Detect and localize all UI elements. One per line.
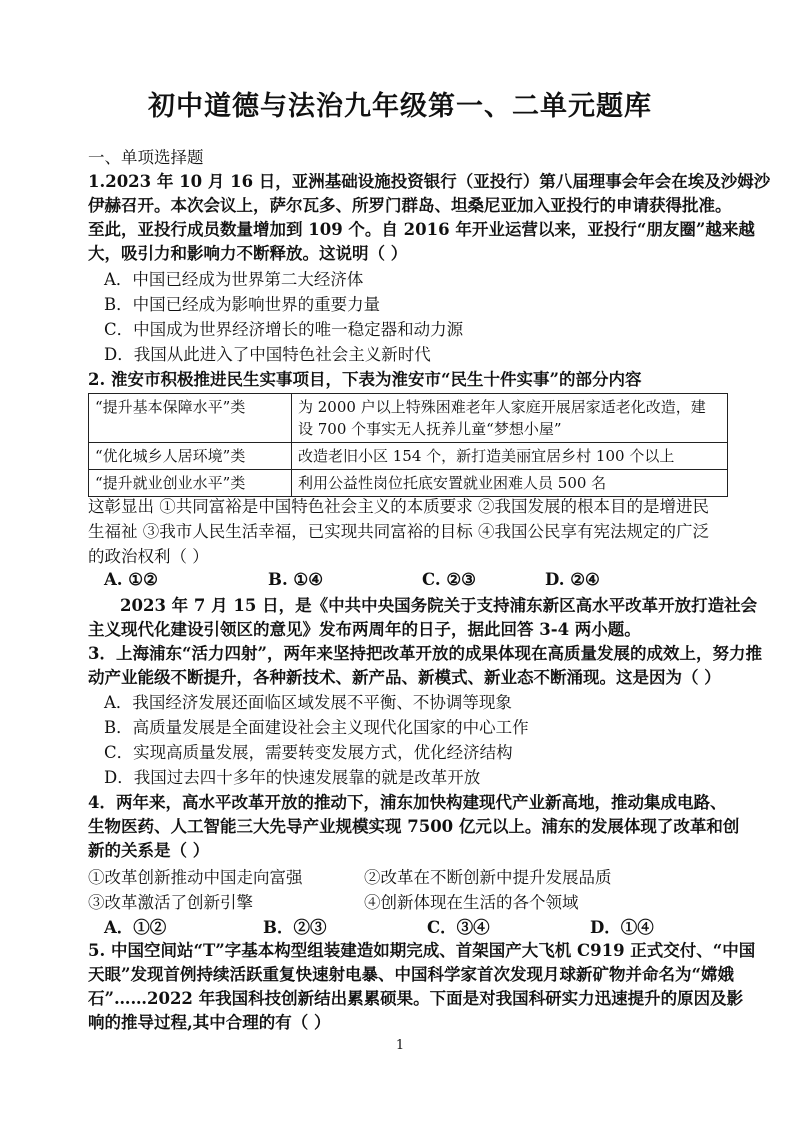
table-cell-category: “提升基本保障水平”类 bbox=[89, 394, 292, 443]
q4-choice-4: ④创新体现在生活的各个领域 bbox=[364, 893, 579, 912]
section-heading: 一、单项选择题 bbox=[88, 148, 204, 167]
q1-stem-line-3: 至此，亚投行成员数量增加到 109 个。自 2016 年开业运营以来，亚投行“朋友圈”越来越 bbox=[88, 220, 755, 239]
table-cell-content bbox=[292, 394, 728, 443]
table-cell-content: 利用公益性岗位托底安置就业困难人员 500 名 bbox=[292, 470, 728, 497]
q3-option-c: C．实现高质量发展，需要转变发展方式，优化经济结构 bbox=[104, 743, 513, 762]
q4-stem-line-1: 4．两年来，高水平改革开放的推动下，浦东加快构建现代产业新高地，推动集成电路、 bbox=[88, 793, 727, 812]
q4-option-c: C．③④ bbox=[427, 918, 490, 937]
q4-choice-1: ①改革创新推动中国走向富强 bbox=[88, 868, 303, 887]
q3-option-b: B．高质量发展是全面建设社会主义现代化国家的中心工作 bbox=[104, 718, 529, 737]
q2-stem: 2. 淮安市积极推进民生实事项目，下表为淮安市“民生十件实事”的部分内容 bbox=[88, 370, 642, 389]
table-cell-line: 设 700 个事实无人抚养儿童“梦想小屋” bbox=[298, 420, 562, 438]
q3-option-d: D．我国过去四十多年的快速发展靠的就是改革开放 bbox=[104, 768, 481, 787]
q4-choice-2: ②改革在不断创新中提升发展品质 bbox=[364, 868, 612, 887]
q5-stem-line-1: 5. 中国空间站“T”字基本构型组装建造如期完成、首架国产大飞机 C919 正式交付、“中国 bbox=[88, 941, 756, 960]
table-row bbox=[89, 394, 728, 443]
q3-option-a: A．我国经济发展还面临区域发展不平衡、不协调等现象 bbox=[104, 693, 512, 712]
material-line-2: 主义现代化建设引领区的意见》发布两周年的日子，据此回答 3-4 两小题。 bbox=[88, 620, 641, 639]
q1-option-d: D．我国从此进入了中国特色社会主义新时代 bbox=[104, 345, 431, 364]
q4-stem-line-3: 新的关系是（ ） bbox=[88, 841, 210, 860]
q5-stem-line-4: 响的推导过程,其中合理的有（ ） bbox=[88, 1013, 331, 1032]
q1-stem-line-2: 伊赫召开。本次会议上，萨尔瓦多、所罗门群岛、坦桑尼亚加入亚投行的申请获得批准。 bbox=[88, 196, 732, 215]
q3-stem-line-1: 3．上海浦东“活力四射”，两年来坚持把改革开放的成果体现在高质量发展的成效上，努力推 bbox=[88, 644, 762, 663]
table-cell-category: “优化城乡人居环境”类 bbox=[89, 443, 292, 470]
table-row bbox=[89, 470, 728, 497]
q4-stem-line-2: 生物医药、人工智能三大先导产业规模实现 7500 亿元以上。浦东的发展体现了改革和创 bbox=[88, 817, 740, 836]
q4-option-b: B．②③ bbox=[263, 918, 327, 937]
page-number: 1 bbox=[395, 1038, 405, 1053]
q4-option-d: D．①④ bbox=[590, 918, 654, 937]
q2-after-line-3: 的政治权利（ ） bbox=[88, 547, 209, 566]
q1-option-c: C．中国成为世界经济增长的唯一稳定器和动力源 bbox=[104, 320, 464, 339]
page-title: 初中道德与法治九年级第一、二单元题库 bbox=[148, 91, 652, 122]
q5-stem-line-3: 石”……2022 年我国科技创新结出累累硕果。下面是对我国科研实力迅速提升的原因及影 bbox=[88, 989, 744, 1008]
q4-option-a: A．①② bbox=[104, 918, 167, 937]
table-cell-line: 为 2000 户以上特殊困难老年人家庭开展居家适老化改造，建 bbox=[298, 398, 706, 416]
table-cell-content: 改造老旧小区 154 个，新打造美丽宜居乡村 100 个以上 bbox=[292, 443, 728, 470]
q1-option-b: B．中国已经成为影响世界的重要力量 bbox=[104, 295, 381, 314]
q2-option-d: D. ②④ bbox=[545, 570, 600, 589]
q2-option-a: A. ①② bbox=[104, 570, 158, 589]
q2-option-c: C. ②③ bbox=[422, 570, 476, 589]
material-line-1: 2023 年 7 月 15 日，是《中共中央国务院关于支持浦东新区高水平改革开放打造社会 bbox=[120, 596, 758, 615]
q2-option-b: B. ①④ bbox=[268, 570, 324, 589]
q3-stem-line-2: 动产业能级不断提升，各种新技术、新产品、新模式、新业态不断涌现。这是因为（ ） bbox=[88, 668, 721, 687]
q2-after-line-2: 生福祉 ③我市人民生活幸福，已实现共同富裕的目标 ④我国公民享有宪法规定的广泛 bbox=[88, 522, 709, 541]
q5-stem-line-2: 天眼”发现首例持续活跃重复快速射电暴、中国科学家首次发现月球新矿物并命名为“嫦娥 bbox=[88, 965, 734, 984]
q4-choice-3: ③改革激活了创新引擎 bbox=[88, 893, 253, 912]
q1-stem-line-4: 大，吸引力和影响力不断释放。这说明（ ） bbox=[88, 244, 408, 263]
table-row bbox=[89, 443, 728, 470]
table-cell-category: “提升就业创业水平”类 bbox=[89, 470, 292, 497]
q1-stem-line-1: 1.2023 年 10 月 16 日，亚洲基础设施投资银行（亚投行）第八届理事会年会在埃及沙姆沙 bbox=[88, 172, 771, 191]
livelihood-table bbox=[88, 393, 728, 497]
q2-after-line-1: 这彰显出 ①共同富裕是中国特色社会主义的本质要求 ②我国发展的根本目的是增进民 bbox=[88, 497, 709, 516]
q1-option-a: A．中国已经成为世界第二大经济体 bbox=[104, 270, 364, 289]
